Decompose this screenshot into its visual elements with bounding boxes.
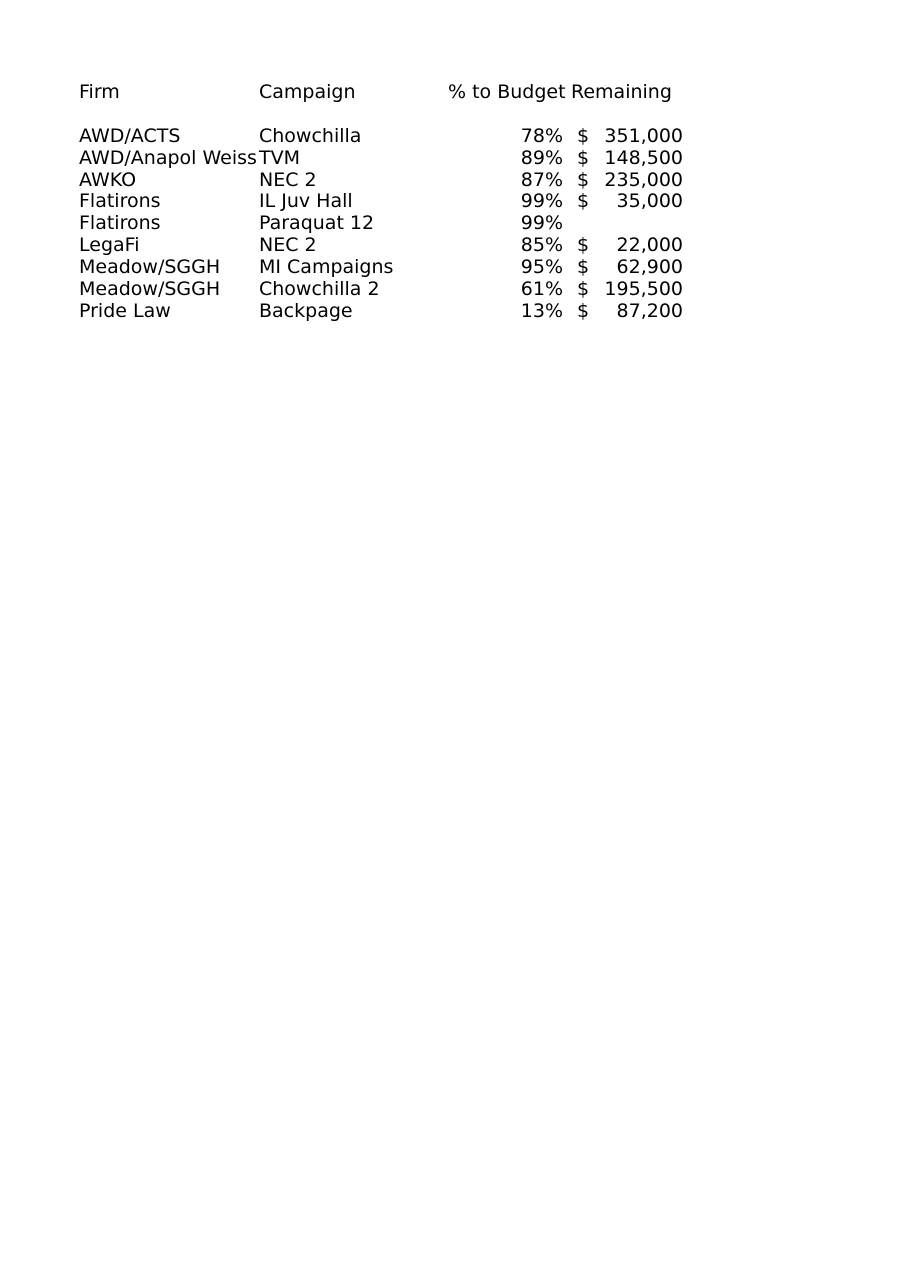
currency-symbol: $ bbox=[577, 278, 590, 301]
currency-symbol: $ bbox=[577, 124, 590, 147]
remaining-cell bbox=[571, 191, 689, 213]
campaign-cell: Chowchilla 2 bbox=[259, 278, 380, 301]
campaign-cell: IL Juv Hall bbox=[259, 190, 353, 213]
currency-symbol: $ bbox=[577, 256, 590, 279]
remaining-amount: 22,000 bbox=[616, 234, 683, 257]
remaining-cell bbox=[571, 279, 689, 301]
gap-cell bbox=[563, 170, 571, 192]
remaining-amount: 87,200 bbox=[616, 299, 683, 322]
campaign-cell: NEC 2 bbox=[259, 168, 317, 191]
budget-table bbox=[79, 82, 689, 323]
campaign-cell: NEC 2 bbox=[259, 234, 317, 257]
pct-cell: 61% bbox=[520, 278, 563, 301]
header-pct-to-budget: % to Budget bbox=[448, 81, 566, 103]
gap-cell bbox=[563, 257, 571, 279]
firm-cell: AWKO bbox=[79, 168, 137, 191]
remaining-amount: 35,000 bbox=[616, 190, 683, 213]
pct-cell: 95% bbox=[520, 256, 563, 279]
currency-symbol: $ bbox=[577, 299, 590, 322]
gap-cell bbox=[563, 148, 571, 170]
pct-cell: 99% bbox=[520, 212, 563, 235]
pct-cell: 87% bbox=[520, 168, 563, 191]
pct-cell: 78% bbox=[520, 124, 563, 147]
pct-cell: 89% bbox=[520, 146, 563, 169]
gap-cell bbox=[563, 279, 571, 301]
firm-cell: Meadow/SGGH bbox=[79, 256, 221, 279]
campaign-cell: Paraquat 12 bbox=[259, 212, 375, 235]
remaining-amount: 235,000 bbox=[604, 168, 683, 191]
firm-cell: AWD/ACTS bbox=[79, 124, 181, 147]
firm-cell: AWD/Anapol Weiss bbox=[79, 146, 257, 169]
currency-symbol: $ bbox=[577, 190, 590, 213]
currency-symbol: $ bbox=[577, 146, 590, 169]
gap-cell bbox=[563, 213, 571, 235]
campaign-cell: Chowchilla bbox=[259, 124, 362, 147]
gap-cell bbox=[563, 301, 571, 323]
pct-cell: 13% bbox=[520, 299, 563, 322]
firm-cell: Meadow/SGGH bbox=[79, 278, 221, 301]
pct-cell: 99% bbox=[520, 190, 563, 213]
gap-cell bbox=[563, 235, 571, 257]
remaining-cell bbox=[571, 126, 689, 148]
remaining-amount: 195,500 bbox=[604, 278, 683, 301]
header-campaign: Campaign bbox=[259, 81, 356, 103]
blank-row bbox=[79, 104, 689, 126]
remaining-cell bbox=[571, 148, 689, 170]
header-remaining: Remaining bbox=[571, 81, 672, 103]
remaining-cell bbox=[571, 257, 689, 279]
gap-cell bbox=[563, 126, 571, 148]
remaining-amount: 148,500 bbox=[604, 146, 683, 169]
currency-symbol: $ bbox=[577, 168, 590, 191]
remaining-amount: 351,000 bbox=[604, 124, 683, 147]
firm-cell: Flatirons bbox=[79, 190, 161, 213]
campaign-cell: TVM bbox=[259, 146, 300, 169]
remaining-cell bbox=[571, 170, 689, 192]
header-firm: Firm bbox=[79, 81, 120, 103]
firm-cell: Pride Law bbox=[79, 299, 171, 322]
remaining-cell bbox=[571, 213, 689, 235]
firm-cell: LegaFi bbox=[79, 234, 140, 257]
currency-symbol: $ bbox=[577, 234, 590, 257]
header-gap bbox=[563, 82, 571, 104]
remaining-cell bbox=[571, 235, 689, 257]
campaign-cell: MI Campaigns bbox=[259, 256, 394, 279]
firm-cell: Flatirons bbox=[79, 212, 161, 235]
pct-cell: 85% bbox=[520, 234, 563, 257]
campaign-cell: Backpage bbox=[259, 299, 353, 322]
remaining-cell bbox=[571, 301, 689, 323]
remaining-amount: 62,900 bbox=[616, 256, 683, 279]
gap-cell bbox=[563, 191, 571, 213]
